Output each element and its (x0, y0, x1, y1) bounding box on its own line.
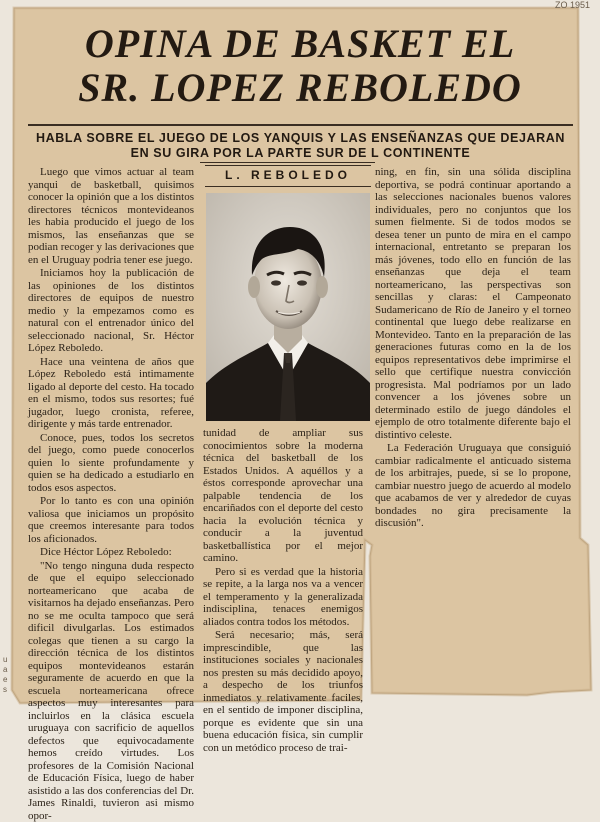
column-2 (203, 427, 363, 695)
column-2-paragraph: Será necesario; más, será imprescindible, que las instituciones sociales y nacionales nos presten su más decidido apoyo, a despecho de los triunfos inmediatos y relativamente faciles, en el sentido de imponer disciplina, porque es evidente que sin una buena educación física, sin cumplir con un metódico proceso de trai- (203, 629, 363, 754)
byline-box (205, 165, 371, 187)
column-1-paragraph: Hace una veintena de años que López Reboledo está intimamente ligado al deporte del cesto. Ha tocado en el mismo, todos sus resortes; fué jugador, luego cronista, referee, dirigente y más tarde entrenador. (28, 356, 194, 431)
column-3 (375, 166, 571, 538)
column-1 (28, 166, 194, 696)
byline-top-rule (200, 162, 375, 163)
portrait-illustration (206, 193, 370, 421)
subheadline: HABLA SOBRE EL JUEGO DE LOS YANQUIS Y LAS ENSEÑANZAS QUE DEJARAN EN SU GIRA POR LA PARTE SUR DE L CONTINENTE (28, 131, 573, 161)
column-1-paragraph: Iniciamos hoy la publicación de las opiniones de los distintos directores de equipos de nuestro medio y la empezamos como es natural con el entrenador único del seleccionado nacional, Sr. Héctor López Reboledo. (28, 267, 194, 355)
headline-line-1: OPINA DE BASKET EL (30, 22, 570, 66)
column-2-paragraph: Pero si es verdad que la historia se repite, a la larga nos va a vencer el temperamento y la generalizada indisciplina, tenaces enemigos aliados contra todos los métodos. (203, 566, 363, 629)
column-1-paragraph: Dice Héctor López Reboledo: (28, 546, 194, 559)
headline-rule (28, 124, 573, 126)
column-1-paragraph: Conoce, pues, todos los secretos del juego, como puede conocerlos quien lo siente profundamente y quien se ha dedicado a estudiarlo en todos esos aspectos. (28, 432, 194, 495)
column-1-paragraph: Luego que vimos actuar al team yanqui de basketball, quisimos conocer la opinión que a los distintos directores técnicos montevideanos les habia producido el juego de los mismos, las enseñanzas que se podian recoger y las derivaciones que en el Uruguay podria tener ese juego. (28, 166, 194, 266)
corner-date-fragment: ZO 1951 (555, 0, 590, 10)
byline: L. REBOLEDO (205, 168, 371, 182)
column-3-paragraph: ning, en fin, sin una sólida disciplina deportiva, se podrá continuar aportando a las selecciones nacionales buenos valores individuales, pero no conjuntos que los sumen fielmente. Si de todos modos se desea tener un punto de mira en el campo internacional, entretanto se preparan los más jóvenes, todo ello en función de las enseñanzas que deja el team norteamericano, las perspectivas son sencillas y claras: el Campeonato Sudamericano de Río de Janeiro y el torneo continental que luego debe realizarse en Montevideo. Tanto en la preparación de las generaciones futuras como en la de los equipos representativos debe imprimirse el sello que certifique nuestra convicción progresista. Mal podríamos por un lado convencer a los jóvenes sobre un determinado estilo de juego dándoles el ejemplo de otro totalmente diferente bajo el distintivo celeste. (375, 166, 571, 441)
column-2-paragraph: tunidad de ampliar sus conocimientos sobre la moderna técnica del basketball de los Estados Unidos. A aquéllos y a éstos corresponde aprovechar una palpable tendencia de los encariñados con el deporte del cesto hacia la evolución técnica y conducir a la juventud basketballística por el mejor camino. (203, 427, 363, 565)
headline (30, 22, 570, 110)
portrait-photo (206, 193, 370, 421)
column-3-paragraph: La Federación Uruguaya que consiguió cambiar radicalmente el anticuado sistema de los arbitrajes, puede, si se lo propone, cambiar nuestro juego de acuerdo al modelo que acabamos de ver y alrededor de cuyas bondades no gira precisamente la discusión". (375, 442, 571, 530)
headline-line-2: SR. LOPEZ REBOLEDO (30, 66, 570, 110)
column-1-paragraph: "No tengo ninguna duda respecto de que el equipo seleccionado norteamericano que acaba de visitarnos ha dejado enseñanzas. Pero no se me oculta tampoco que será dificil divulgarlas. Los estimados colegas que tienen a su cargo la dirección técnica de los distintos equipos montevideanos estarán seguramente de acuerdo en que la escuela norteamericana ofrece aspectos muy interesantes para incluirlos en la clásica escuela uruguaya con sacrificio de aquellos defectos que equivocadamente hemos creído virtudes. Los profesores de la Comisión Nacional de Educación Física, luego de haber asistido a las dos conferencias del Dr. James Rinaldi, tuvieron asi mismo opor- (28, 560, 194, 822)
margin-fragment-text: u a e s (3, 655, 13, 695)
column-1-paragraph: Por lo tanto es con una opinión valiosa que iniciamos un propósito que creemos interesante para todos los aficionados. (28, 495, 194, 545)
